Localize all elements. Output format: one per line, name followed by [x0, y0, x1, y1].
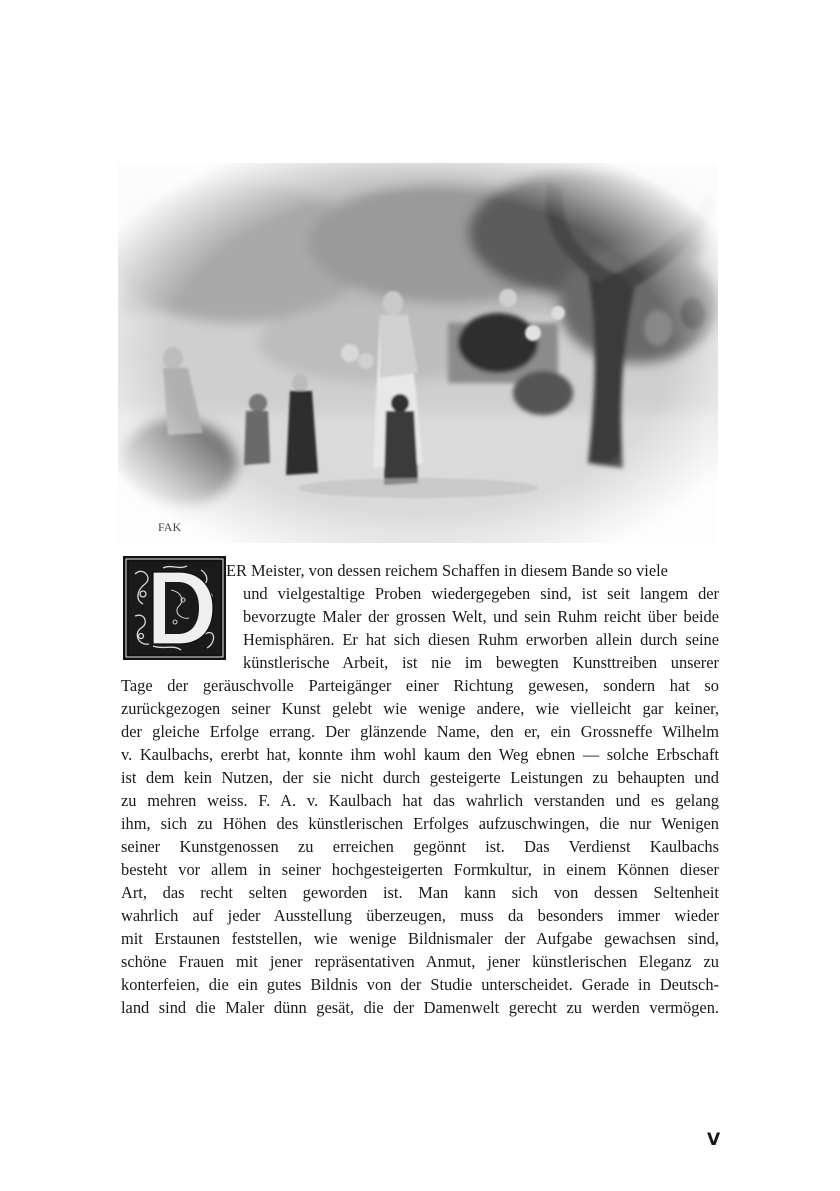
text-line-1: und vielgestaltige Proben wiedergegeben sind, ist seit langem der: [243, 584, 719, 603]
illustration: [118, 163, 718, 543]
text-line-8: v. Kaulbachs, ererbt hat, konnte ihm wohl kaum den Weg ebnen — solche Erbschaft: [121, 745, 719, 764]
text-line-13: besteht vor allem in seiner hochgesteigerten Formkultur, in einem Können dieser: [121, 860, 719, 879]
text-line-14: Art, das recht selten geworden ist. Man kann sich von dessen Seltenheit: [121, 883, 719, 902]
ornamental-initial-icon: [123, 556, 226, 660]
text-line-2: bevorzugte Maler der grossen Welt, und sein Ruhm reicht über beide: [243, 607, 719, 626]
text-line-15: wahrlich auf jeder Ausstellung überzeugen, muss da besonders immer wieder: [121, 906, 719, 925]
text-line-4: künstlerische Arbeit, ist nie im bewegten Kunsttreiben unserer: [243, 653, 719, 672]
text-line-6: zurückgezogen seiner Kunst gelebt wie wenige andere, wie vielleicht gar keiner,: [121, 699, 719, 718]
text-line-5: Tage der geräuschvolle Parteigänger einer Richtung gewesen, sondern hat so: [121, 676, 719, 695]
text-line-18: konterfeien, die ein gutes Bildnis von der Studie unterscheidet. Gerade in Deutsch-: [121, 975, 719, 994]
text-line-19: land sind die Maler dünn gesät, die der Damenwelt gerecht zu werden vermögen.: [121, 998, 719, 1017]
artist-monogram: FAK: [158, 520, 182, 534]
text-line-3: Hemisphären. Er hat sich diesen Ruhm erworben allein durch seine: [243, 630, 719, 649]
first-line-text: ER Meister, von dessen reichem Schaffen in diesem Bande so viele: [226, 561, 668, 580]
text-line-7: der gleiche Erfolge errang. Der glänzende Name, den er, ein Grossneffe Wilhelm: [121, 722, 719, 741]
text-line-11: ihm, sich zu Höhen des künstlerischen Erfolges aufzuschwingen, die nur Wenigen: [121, 814, 719, 833]
drop-cap: [123, 556, 226, 660]
text-line-12: seiner Kunstgenossen zu erreichen gegönnt ist. Das Verdienst Kaulbachs: [121, 837, 719, 856]
text-line-17: schöne Frauen mit jener repräsentativen Anmut, jener künstlerischen Eleganz zu: [121, 952, 719, 971]
garden-scene-image: [118, 163, 718, 543]
text-line-16: mit Erstaunen feststellen, wie wenige Bildnismaler der Aufgabe gewachsen sind,: [121, 929, 719, 948]
page-number: V: [707, 1130, 721, 1150]
text-line-10: zu mehren weiss. F. A. v. Kaulbach hat das wahrlich verstanden und es gelang: [121, 791, 719, 810]
text-line-9: ist dem kein Nutzen, der sie nicht durch gesteigerte Leistungen zu behaupten und: [121, 768, 719, 787]
